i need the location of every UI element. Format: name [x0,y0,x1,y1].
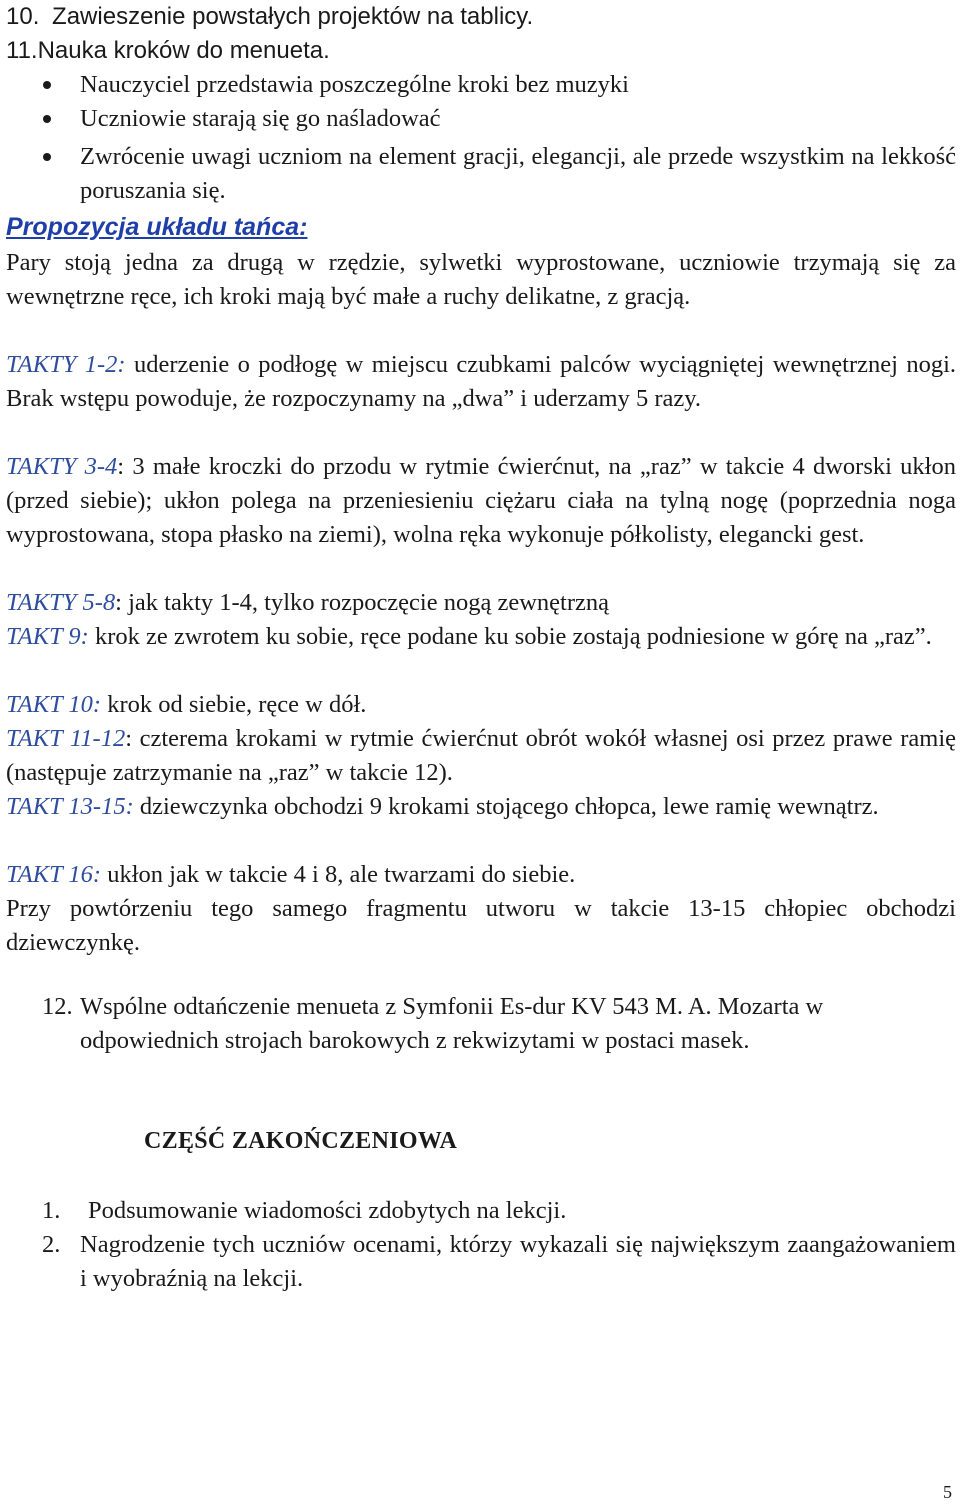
takt-9 [6,620,956,654]
bullet-icon [43,153,51,161]
takt-label: TAKT 10: [6,691,102,718]
bullet-text: Nauczyciel przedstawia poszczególne kroki bez muzyki [80,71,629,98]
takt-3-4 [6,450,956,552]
repeat-note: Przy powtórzeniu tego samego fragmentu utworu w takcie 13-15 chłopiec obchodzi dziewczynkę. [6,895,956,956]
takt-label: TAKT 9: [6,623,89,650]
takt-label: TAKTY 1-2: [6,351,126,378]
list-number: 2. [42,1231,61,1258]
takt-text: krok ze zwrotem ku sobie, ręce podane ku sobie zostają podniesione w górę na „raz”. [88,623,932,650]
bullet-icon [43,115,51,123]
takt-text: ukłon jak w takcie 4 i 8, ale twarzami do siebie. [101,861,576,888]
list-text: Wspólne odtańczenie menueta z Symfonii Es-dur KV 543 M. A. Mozarta w odpowiednich strojach barokowych z rekwizytami w postaci masek. [80,993,824,1054]
list-text: Podsumowanie wiadomości zdobytych na lekcji. [88,1197,567,1224]
takt-text: dziewczynka obchodzi 9 krokami stojącego chłopca, lewe ramię wewnątrz. [133,793,879,820]
takt-label: TAKT 13-15: [6,793,134,820]
dance-heading-row [6,210,956,248]
list-item-10 [6,0,956,34]
section-title-row [144,1124,956,1161]
takt-text: : 3 małe kroczki do przodu w rytmie ćwierćnut, na „raz” w takcie 4 dworski ukłon (przed siebie); ukłon polega na przeniesieniu ciężaru ciała na tylną nogę (poprzednia noga wyprostowana, stopa płasko na ziemi), wolna ręka wykonuje półkolisty, elegancki gest. [6,453,956,548]
closing-item-1 [0,1194,956,1228]
bullet-text: Uczniowie starają się go naśladować [80,105,441,132]
takt-label: TAKTY 3-4 [6,453,118,480]
bullet-icon [43,81,51,89]
list-number: 1. [42,1197,61,1224]
dance-heading: Propozycja układu tańca: [6,213,308,241]
takt-1-2 [6,348,956,416]
list-item-11 [6,34,956,68]
takt-10 [6,688,956,722]
takt-label: TAKT 11-12 [6,725,126,752]
list-text: Nauka kroków do menueta. [37,37,330,64]
takt-13-15 [6,790,956,824]
closing-item-2 [0,1228,956,1296]
bullet-text: Zwrócenie uwagi uczniom na element gracji, elegancji, ale przede wszystkim na lekkość poruszania się. [80,143,956,204]
takt-5-8 [6,586,956,620]
takt-text: krok od siebie, ręce w dół. [101,691,367,718]
takt-label: TAKT 16: [6,861,102,888]
takt-label: TAKTY 5-8 [6,589,116,616]
list-number: 12. [42,993,73,1020]
list-text: Zawieszenie powstałych projektów na tablicy. [52,3,534,30]
takt-text: : czterema krokami w rytmie ćwierćnut obrót wokół własnej osi przez prawe ramię (następuje zatrzymanie na „raz” w takcie 12). [6,725,956,786]
takt-16 [6,858,956,892]
takt-text: : jak takty 1-4, tylko rozpoczęcie nogą zewnętrzną [115,589,610,616]
list-number: 10. [6,3,40,30]
page-number: 5 [943,1482,952,1502]
list-text: Nagrodzenie tych uczniów ocenami, którzy wykazali się największym zaangażowaniem i wyobraźnią na lekcji. [80,1231,956,1292]
takt-11-12 [6,722,956,790]
list-number: 11. [6,37,38,64]
list-item-12 [0,990,956,1058]
section-title: CZĘŚĆ ZAKOŃCZENIOWA [144,1128,458,1154]
intro-paragraph: Pary stoją jedna za drugą w rzędzie, sylwetki wyprostowane, uczniowie trzymają się za wewnętrzne ręce, ich kroki mają być małe a ruchy delikatne, z gracją. [6,249,956,310]
takt-text: uderzenie o podłogę w miejscu czubkami palców wyciągniętej wewnętrznej nogi. Brak wstępu powoduje, że rozpoczynamy na „dwa” i uderzamy 5 razy. [6,351,957,412]
